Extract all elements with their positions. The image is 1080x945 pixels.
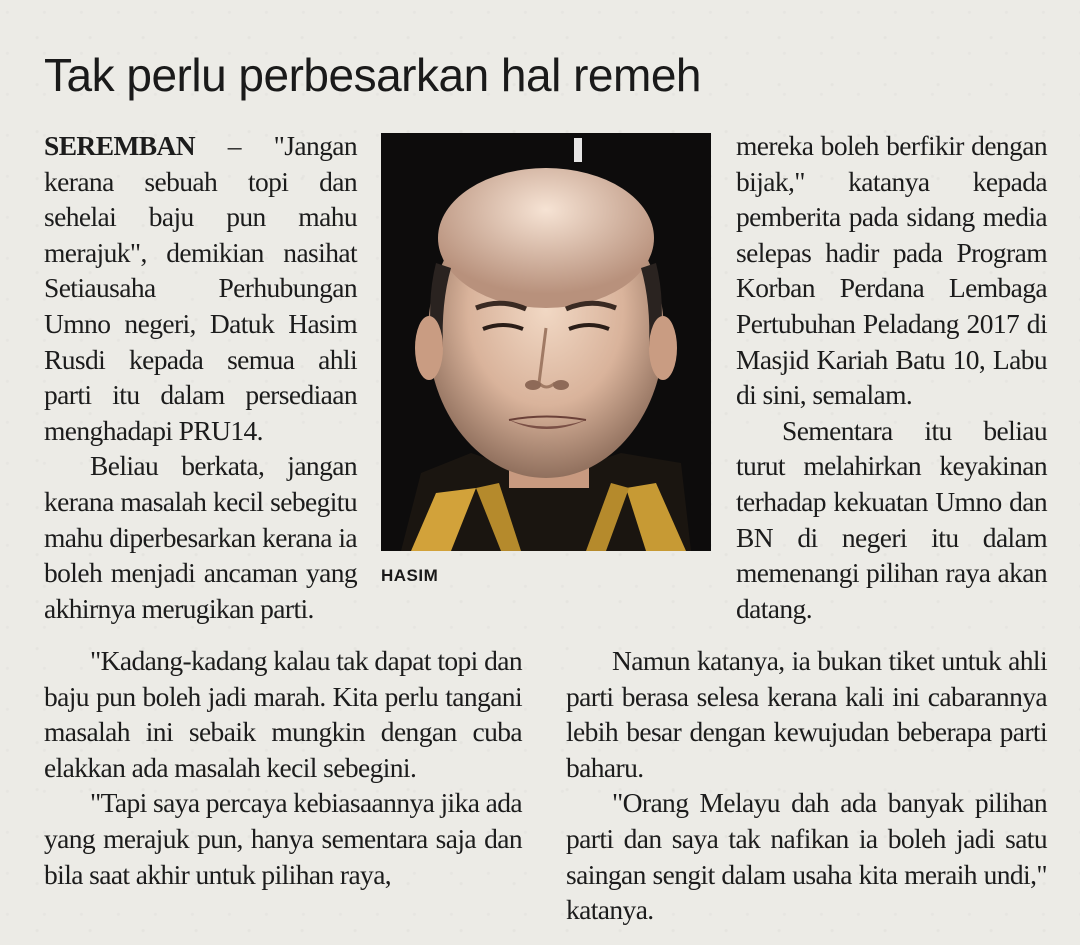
photo-caption: HASIM	[381, 566, 439, 585]
lead-paragraph-text: – "Jangan kerana sebuah topi dan sehelai baju pun mahu merajuk", demikian nasihat Setiausaha Perhubungan Umno negeri, Datuk Hasim Rusdi kepada semua ahli parti itu dalam persediaan menghadapi PRU14.	[44, 130, 357, 446]
dateline: SEREMBAN	[44, 130, 196, 161]
paragraph: Namun katanya, ia bukan tiket untuk ahli parti berasa selesa kerana kali ini cabarannya lebih besar dengan kewujudan beberapa parti baharu.	[566, 645, 1047, 783]
paragraph: mereka boleh berfikir dengan bijak," katanya kepada pemberita pada sidang media selepas hadir pada Program Korban Perdana Lembaga Pertubuhan Peladang 2017 di Masjid Kariah Batu 10, Labu di sini, semalam.	[736, 130, 1047, 411]
article-column-3	[736, 128, 1047, 626]
paragraph: "Orang Melayu dah ada banyak pilihan parti dan saya tak nafikan ia boleh jadi satu saingan sengit dalam usaha kita meraih undi," katanya.	[566, 787, 1047, 926]
article-column-bottom-left	[44, 643, 522, 892]
article-column-bottom-right	[566, 643, 1047, 928]
article-headline: Tak perlu perbesarkan hal remeh	[44, 49, 701, 101]
paragraph: Beliau berkata, jangan kerana masalah kecil sebegitu mahu diperbesarkan kerana ia boleh menjadi ancaman yang akhirnya merugikan parti.	[44, 450, 357, 624]
article-column-1	[44, 128, 357, 626]
lead-paragraph	[44, 128, 357, 448]
paragraph: "Tapi saya percaya kebiasaannya jika ada yang merajuk pun, hanya sementara saja dan bila saat akhir untuk pilihan raya,	[44, 787, 522, 890]
portrait-image	[381, 133, 711, 551]
paragraph: "Kadang-kadang kalau tak dapat topi dan baju pun boleh jadi marah. Kita perlu tangani masalah ini sebaik mungkin dengan cuba elakkan ada masalah kecil sebegini.	[44, 645, 522, 783]
portrait-photo	[381, 133, 711, 551]
paragraph: Sementara itu beliau turut melahirkan keyakinan terhadap kekuatan Umno dan BN di negeri itu dalam memenangi pilihan raya akan datang.	[736, 414, 1047, 624]
